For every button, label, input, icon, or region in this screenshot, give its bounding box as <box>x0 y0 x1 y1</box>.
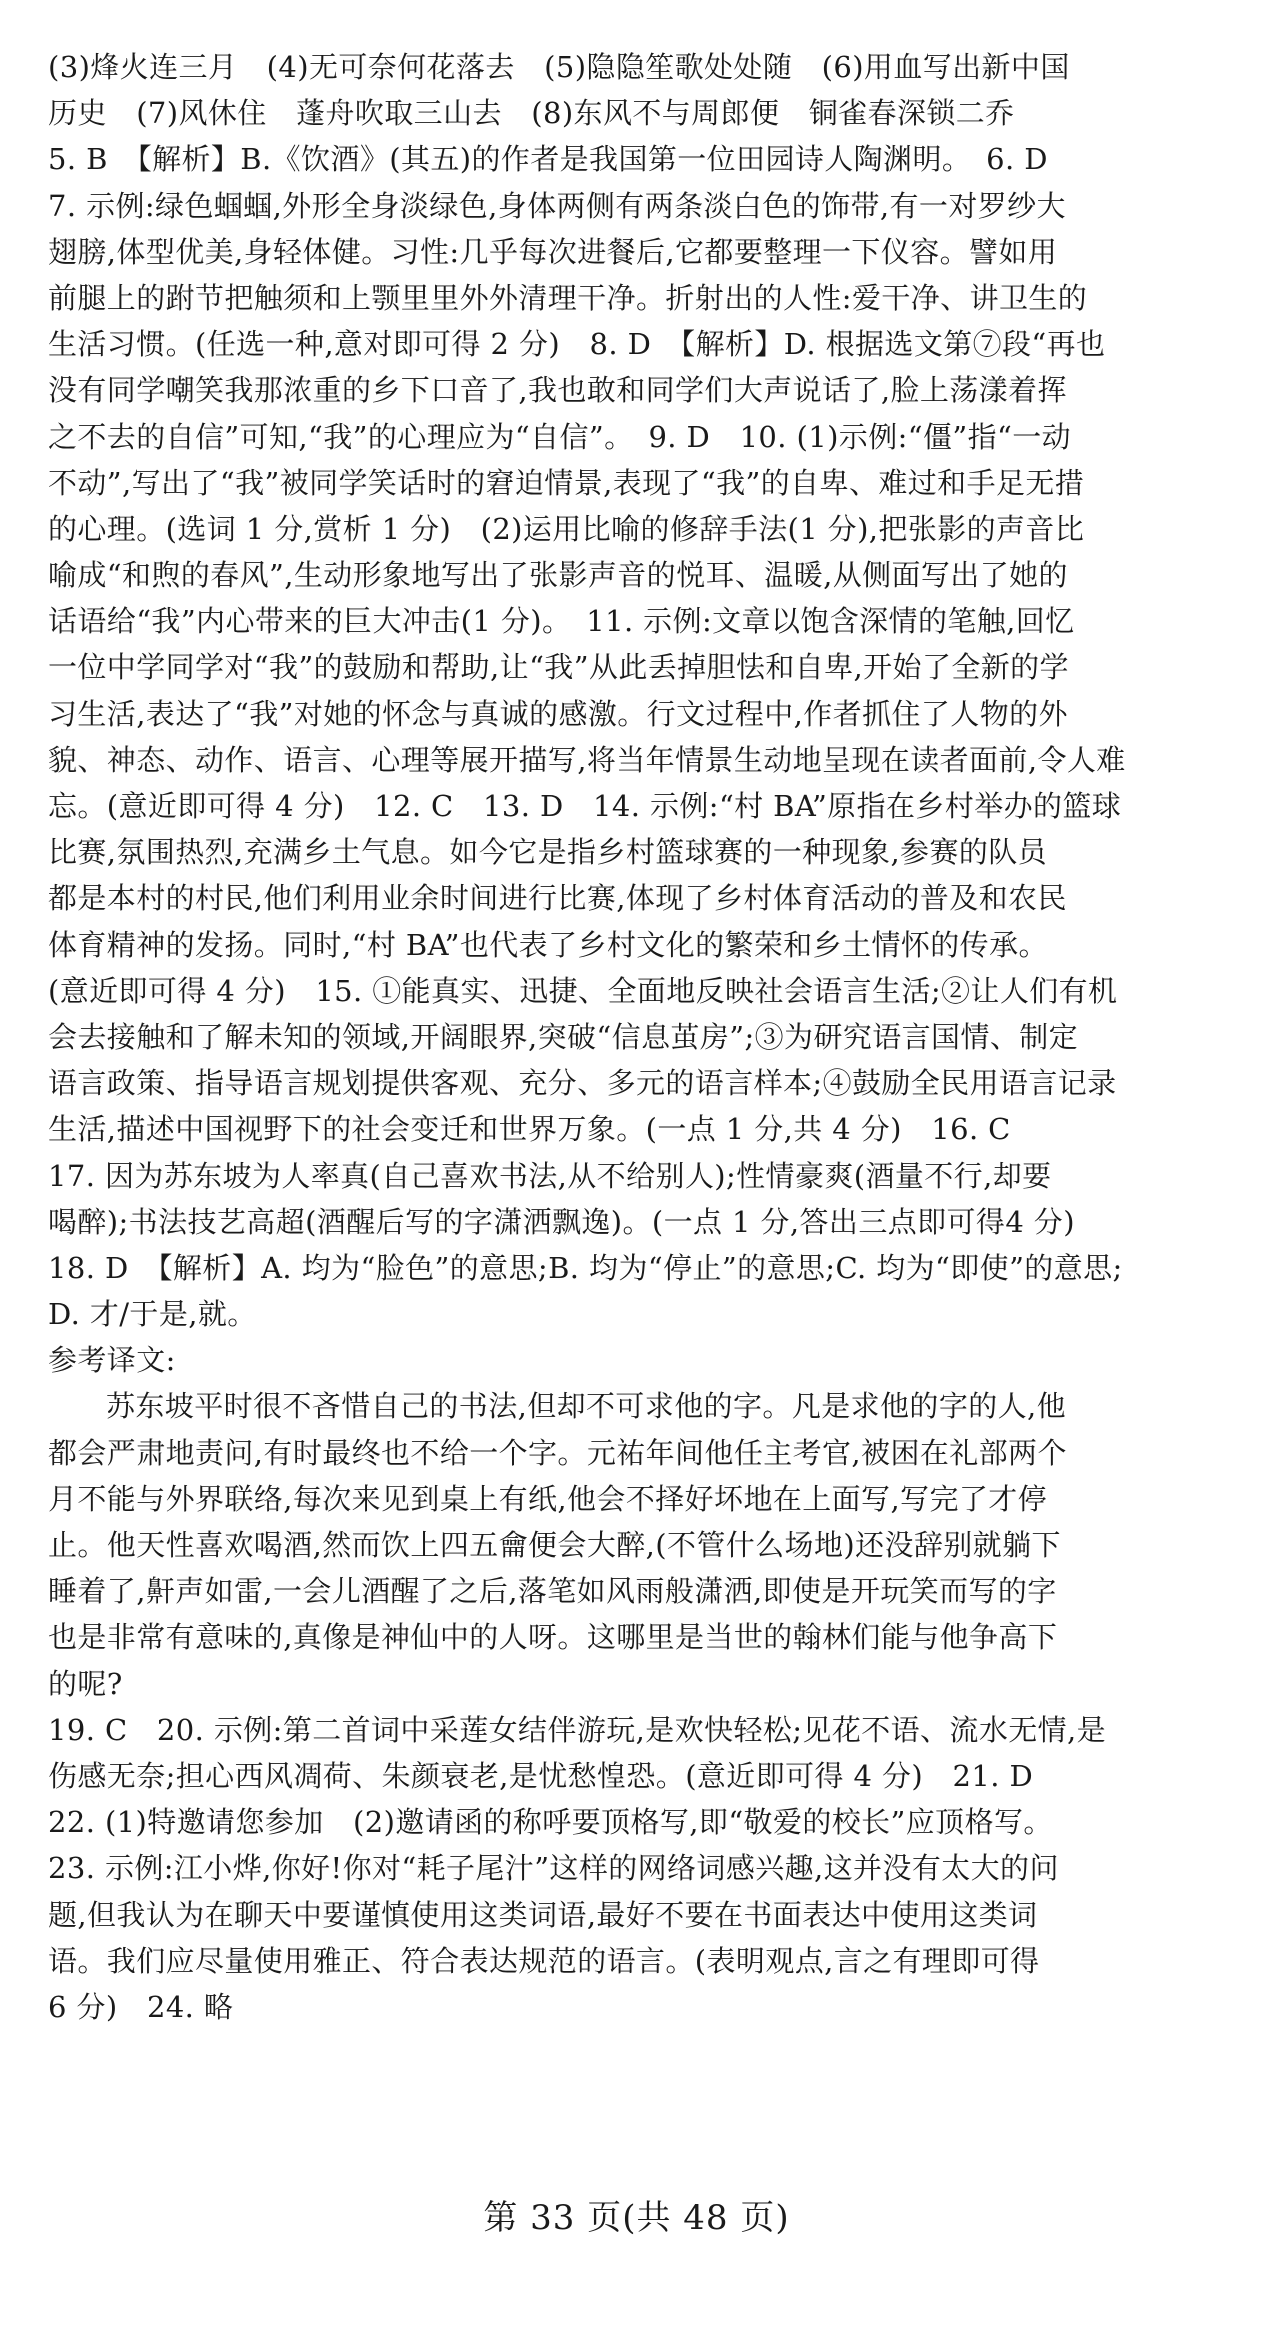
page-number: 第 33 页(共 48 页) <box>483 2198 790 2238</box>
text-line: 话语给“我”内心带来的巨大冲击(1 分)。 11. 示例:文章以饱含深情的笔触,回忆 <box>48 604 1075 639</box>
text-line: 伤感无奈;担心西风凋荷、朱颜衰老,是忧愁惶恐。(意近即可得 4 分) 21. D <box>48 1758 1034 1793</box>
text-line: 一位中学同学对“我”的鼓励和帮助,让“我”从此丢掉胆怯和自卑,开始了全新的学 <box>48 650 1069 685</box>
text-line: 之不去的自信”可知,“我”的心理应为“自信”。 9. D 10. (1)示例:“僵”指“一动 <box>48 419 1072 454</box>
text-line: D. 才/于是,就。 <box>48 1297 257 1332</box>
text-line: 语。我们应尽量使用雅正、符合表达规范的语言。(表明观点,言之有理即可得 <box>48 1943 1040 1978</box>
text-line: 都会严肃地责问,有时最终也不给一个字。元祐年间他任主考官,被困在礼部两个 <box>48 1435 1067 1470</box>
answer-text <box>48 44 1220 2030</box>
text-line: 历史 (7)风休住 蓬舟吹取三山去 (8)东风不与周郎便 铜雀春深锁二乔 <box>48 96 1015 131</box>
text-line: 语言政策、指导语言规划提供客观、充分、多元的语言样本;④鼓励全民用语言记录 <box>48 1066 1117 1101</box>
text-line: 题,但我认为在聊天中要谨慎使用这类词语,最好不要在书面表达中使用这类词 <box>48 1897 1038 1932</box>
text-line: 会去接触和了解未知的领域,开阔眼界,突破“信息茧房”;③为研究语言国情、制定 <box>48 1019 1079 1054</box>
text-line: 止。他天性喜欢喝酒,然而饮上四五龠便会大醉,(不管什么场地)还没辞别就躺下 <box>48 1528 1061 1562</box>
text-line: 生活,描述中国视野下的社会变迁和世界万象。(一点 1 分,共 4 分) 16. C <box>48 1112 1011 1147</box>
text-line: 17. 因为苏东坡为人率真(自己喜欢书法,从不给别人);性情豪爽(酒量不行,却要 <box>48 1158 1052 1193</box>
text-line: 比赛,氛围热烈,充满乡土气息。如今它是指乡村篮球赛的一种现象,参赛的队员 <box>48 835 1048 870</box>
text-line: 喝醉);书法技艺高超(酒醒后写的字潇洒飘逸)。(一点 1 分,答出三点即可得4 分) <box>48 1204 1075 1239</box>
text-line: 忘。(意近即可得 4 分) 12. C 13. D 14. 示例:“村 BA”原指在乡村举办的篮球 <box>48 789 1122 823</box>
text-line: 习生活,表达了“我”对她的怀念与真诚的感激。行文过程中,作者抓住了人物的外 <box>48 696 1068 731</box>
text-line: 18. D 【解析】A. 均为“脸色”的意思;B. 均为“停止”的意思;C. 均为“即使”的意思; <box>48 1250 1123 1285</box>
text-line: 月不能与外界联络,每次来见到桌上有纸,他会不择好坏地在上面写,写完了才停 <box>48 1481 1048 1516</box>
text-line: (3)烽火连三月 (4)无可奈何花落去 (5)隐隐笙歌处处随 (6)用血写出新中国 <box>48 50 1070 84</box>
text-line: 22. (1)特邀请您参加 (2)邀请函的称呼要顶格写,即“敬爱的校长”应顶格写。 <box>48 1805 1053 1840</box>
text-line: (意近即可得 4 分) 15. ①能真实、迅捷、全面地反映社会语言生活;②让人们有机 <box>48 973 1118 1008</box>
text-line: 的心理。(选词 1 分,赏析 1 分) (2)运用比喻的修辞手法(1 分),把张影的声音比 <box>48 511 1085 546</box>
text-line: 前腿上的跗节把触须和上颚里里外外清理干净。折射出的人性:爱干净、讲卫生的 <box>48 280 1088 315</box>
text-line: 参考译文: <box>48 1343 176 1378</box>
text-line: 7. 示例:绿色蝈蝈,外形全身淡绿色,身体两侧有两条淡白色的饰带,有一对罗纱大 <box>48 188 1066 223</box>
text-line: 翅膀,体型优美,身轻体健。习性:几乎每次进餐后,它都要整理一下仪容。譬如用 <box>48 234 1058 269</box>
text-line: 19. C 20. 示例:第二首词中采莲女结伴游玩,是欢快轻松;见花不语、流水无情,是 <box>48 1712 1107 1747</box>
text-line: 貌、神态、动作、语言、心理等展开描写,将当年情景生动地呈现在读者面前,令人难 <box>48 742 1126 777</box>
text-line: 的呢? <box>48 1666 123 1701</box>
text-line: 没有同学嘲笑我那浓重的乡下口音了,我也敢和同学们大声说话了,脸上荡漾着挥 <box>48 373 1067 408</box>
text-line: 苏东坡平时很不吝惜自己的书法,但却不可求他的字。凡是求他的字的人,他 <box>106 1389 1067 1424</box>
text-line: 也是非常有意味的,真像是神仙中的人呀。这哪里是当世的翰林们能与他争高下 <box>48 1620 1058 1655</box>
text-line: 睡着了,鼾声如雷,一会儿酒醒了之后,落笔如风雨般潇洒,即使是开玩笑而写的字 <box>48 1574 1057 1609</box>
text-line: 23. 示例:江小烨,你好!你对“耗子尾汁”这样的网络词感兴趣,这并没有太大的问 <box>48 1851 1059 1886</box>
text-line: 体育精神的发扬。同时,“村 BA”也代表了乡村文化的繁荣和乡土情怀的传承。 <box>48 927 1048 962</box>
text-line: 都是本村的村民,他们利用业余时间进行比赛,体现了乡村体育活动的普及和农民 <box>48 881 1067 916</box>
text-line: 不动”,写出了“我”被同学笑话时的窘迫情景,表现了“我”的自卑、难过和手足无措 <box>48 465 1085 500</box>
text-line: 5. B 【解析】B.《饮酒》(其五)的作者是我国第一位田园诗人陶渊明。 6. D <box>48 142 1048 177</box>
text-line: 生活习惯。(任选一种,意对即可得 2 分) 8. D 【解析】D. 根据选文第⑦段“再也 <box>48 327 1106 362</box>
text-line: 喻成“和煦的春风”,生动形象地写出了张影声音的悦耳、温暖,从侧面写出了她的 <box>48 558 1068 593</box>
text-line: 6 分) 24. 略 <box>48 1989 234 2024</box>
